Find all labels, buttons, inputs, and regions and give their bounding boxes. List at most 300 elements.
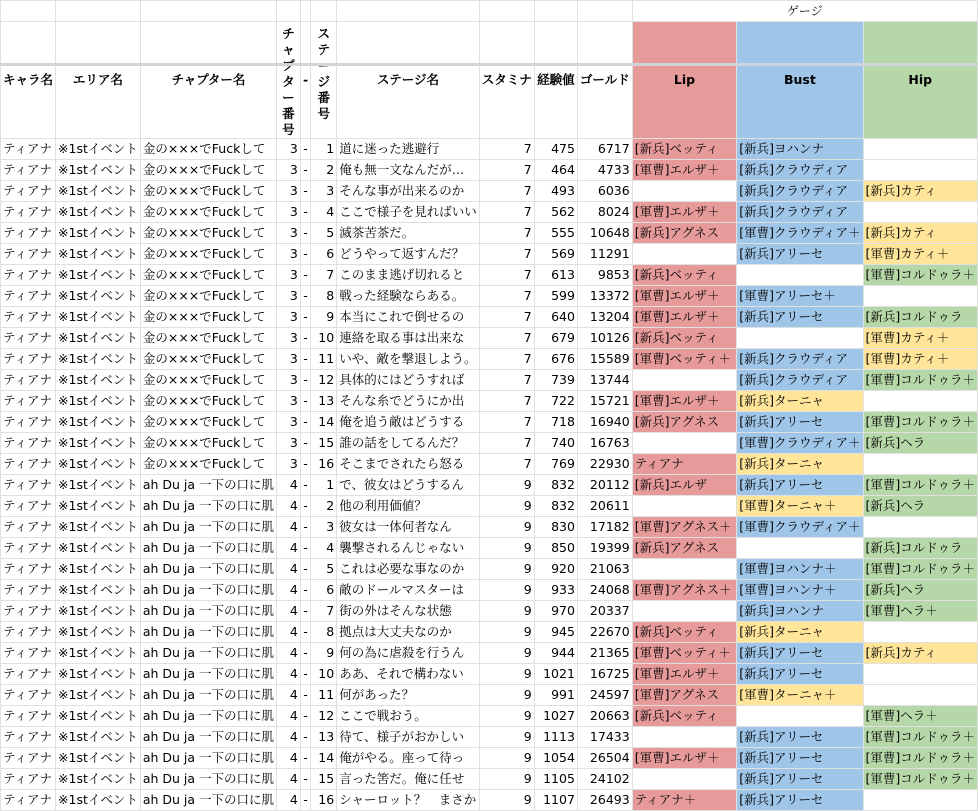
cell-lip[interactable]: [軍曹]アグネス	[632, 685, 737, 706]
cell-exp[interactable]: 920	[534, 559, 577, 580]
cell-stamina[interactable]: 7	[479, 265, 534, 286]
cell-area[interactable]: ※1stイベント	[56, 223, 141, 244]
cell-chapter[interactable]: ah Du ja 一下の口に肌	[140, 769, 276, 790]
cell-area[interactable]: ※1stイベント	[56, 496, 141, 517]
cell-stamina[interactable]: 9	[479, 727, 534, 748]
cell-st_no[interactable]: 12	[311, 706, 337, 727]
cell-exp[interactable]: 1107	[534, 790, 577, 811]
cell-chara[interactable]: ティアナ	[1, 538, 56, 559]
cell-hip[interactable]: [軍曹]コルドゥラ＋	[863, 265, 977, 286]
cell-area[interactable]: ※1stイベント	[56, 748, 141, 769]
cell-exp[interactable]: 830	[534, 517, 577, 538]
cell-ch_no[interactable]: 3	[277, 328, 301, 349]
cell-bust[interactable]: [新兵]ターニャ	[737, 391, 863, 412]
cell-bust[interactable]: [新兵]ターニャ	[737, 454, 863, 475]
cell-chapter[interactable]: 金の×××でFuckして	[140, 349, 276, 370]
cell-st_no[interactable]: 3	[311, 517, 337, 538]
cell-exp[interactable]: 933	[534, 580, 577, 601]
cell-ch_no[interactable]: 4	[277, 706, 301, 727]
cell-area[interactable]: ※1stイベント	[56, 202, 141, 223]
cell-hip[interactable]: [新兵]ヘラ	[863, 433, 977, 454]
cell-chapter[interactable]: ah Du ja 一下の口に肌	[140, 622, 276, 643]
gauge-header[interactable]: ゲージ	[632, 1, 977, 22]
cell-chara[interactable]: ティアナ	[1, 769, 56, 790]
cell-hip[interactable]: [軍曹]カティ＋	[863, 328, 977, 349]
cell-stamina[interactable]: 7	[479, 223, 534, 244]
cell-bust[interactable]: [軍曹]ヨハンナ＋	[737, 580, 863, 601]
cell-stamina[interactable]: 9	[479, 790, 534, 811]
cell-stamina[interactable]: 7	[479, 286, 534, 307]
cell-dash[interactable]: -	[300, 160, 311, 181]
cell-stage[interactable]: そこまでされたら怒る	[337, 454, 480, 475]
cell-dash[interactable]: -	[300, 370, 311, 391]
cell-lip[interactable]: [軍曹]ベッティ＋	[632, 349, 737, 370]
cell-gold[interactable]: 22670	[577, 622, 632, 643]
cell-stage[interactable]: 戦った経験ならある。	[337, 286, 480, 307]
cell-stage[interactable]: ここで戦おう。	[337, 706, 480, 727]
col-header-chapter[interactable]: チャプター名	[140, 22, 276, 139]
cell-exp[interactable]: 1105	[534, 769, 577, 790]
cell-stage[interactable]: 敵のドールマスターは	[337, 580, 480, 601]
cell-hip[interactable]: [軍曹]ヘラ＋	[863, 601, 977, 622]
cell-stamina[interactable]: 9	[479, 685, 534, 706]
cell-chara[interactable]: ティアナ	[1, 643, 56, 664]
cell-chapter[interactable]: 金の×××でFuckして	[140, 433, 276, 454]
cell-dash[interactable]: -	[300, 139, 311, 160]
cell-st_no[interactable]: 8	[311, 286, 337, 307]
cell-chapter[interactable]: ah Du ja 一下の口に肌	[140, 685, 276, 706]
cell-bust[interactable]: [新兵]クラウディア	[737, 202, 863, 223]
cell-area[interactable]: ※1stイベント	[56, 307, 141, 328]
cell-hip[interactable]: [新兵]ヘラ	[863, 496, 977, 517]
cell-stamina[interactable]: 9	[479, 706, 534, 727]
cell-gold[interactable]: 13204	[577, 307, 632, 328]
cell-stamina[interactable]: 9	[479, 601, 534, 622]
col-header-gold[interactable]: ゴールド	[577, 22, 632, 139]
cell-st_no[interactable]: 13	[311, 727, 337, 748]
cell-area[interactable]: ※1stイベント	[56, 328, 141, 349]
cell-hip[interactable]	[863, 454, 977, 475]
cell-bust[interactable]: [新兵]アリーセ	[737, 475, 863, 496]
cell-hip[interactable]	[863, 160, 977, 181]
cell-chapter[interactable]: 金の×××でFuckして	[140, 391, 276, 412]
cell-exp[interactable]: 1054	[534, 748, 577, 769]
cell-exp[interactable]: 740	[534, 433, 577, 454]
cell-bust[interactable]: [新兵]アリーセ	[737, 748, 863, 769]
cell-stamina[interactable]: 9	[479, 622, 534, 643]
cell-chapter[interactable]: 金の×××でFuckして	[140, 202, 276, 223]
cell-hip[interactable]: [軍曹]コルドゥラ＋	[863, 769, 977, 790]
cell-chara[interactable]: ティアナ	[1, 391, 56, 412]
cell-bust[interactable]	[737, 328, 863, 349]
cell-chara[interactable]: ティアナ	[1, 286, 56, 307]
cell-chara[interactable]: ティアナ	[1, 328, 56, 349]
cell-hip[interactable]: [軍曹]カティ＋	[863, 244, 977, 265]
cell-st_no[interactable]: 12	[311, 370, 337, 391]
cell-gold[interactable]: 24068	[577, 580, 632, 601]
cell-dash[interactable]: -	[300, 580, 311, 601]
cell-gold[interactable]: 20112	[577, 475, 632, 496]
cell-dash[interactable]: -	[300, 202, 311, 223]
cell-chara[interactable]: ティアナ	[1, 748, 56, 769]
cell-gold[interactable]: 26493	[577, 790, 632, 811]
cell-ch_no[interactable]: 4	[277, 685, 301, 706]
cell-chara[interactable]: ティアナ	[1, 475, 56, 496]
cell-hip[interactable]: [新兵]コルドゥラ	[863, 538, 977, 559]
cell-ch_no[interactable]: 4	[277, 475, 301, 496]
cell-chapter[interactable]: ah Du ja 一下の口に肌	[140, 517, 276, 538]
cell-gold[interactable]: 21365	[577, 643, 632, 664]
cell-chara[interactable]: ティアナ	[1, 601, 56, 622]
cell-lip[interactable]: [新兵]アグネス	[632, 223, 737, 244]
cell-st_no[interactable]: 2	[311, 160, 337, 181]
cell-lip[interactable]: [軍曹]エルザ＋	[632, 307, 737, 328]
cell-st_no[interactable]: 15	[311, 769, 337, 790]
cell-stage[interactable]: いや、敵を撃退しよう。	[337, 349, 480, 370]
cell-gold[interactable]: 15721	[577, 391, 632, 412]
cell-stamina[interactable]: 9	[479, 664, 534, 685]
cell-stage[interactable]: ああ、それで構わない	[337, 664, 480, 685]
cell-dash[interactable]: -	[300, 517, 311, 538]
cell-area[interactable]: ※1stイベント	[56, 160, 141, 181]
cell-ch_no[interactable]: 4	[277, 538, 301, 559]
cell-dash[interactable]: -	[300, 769, 311, 790]
cell-bust[interactable]: [新兵]アリーセ	[737, 412, 863, 433]
cell-stamina[interactable]: 7	[479, 202, 534, 223]
cell-chara[interactable]: ティアナ	[1, 706, 56, 727]
cell-exp[interactable]: 613	[534, 265, 577, 286]
cell-stage[interactable]: そんな事が出来るのか	[337, 181, 480, 202]
cell-chapter[interactable]: ah Du ja 一下の口に肌	[140, 580, 276, 601]
cell-area[interactable]: ※1stイベント	[56, 181, 141, 202]
cell-chara[interactable]: ティアナ	[1, 307, 56, 328]
cell-exp[interactable]: 464	[534, 160, 577, 181]
cell-bust[interactable]: [新兵]クラウディア	[737, 370, 863, 391]
cell-lip[interactable]: [新兵]ベッティ	[632, 622, 737, 643]
cell-area[interactable]: ※1stイベント	[56, 538, 141, 559]
cell-lip[interactable]	[632, 601, 737, 622]
cell-chara[interactable]: ティアナ	[1, 160, 56, 181]
cell-st_no[interactable]: 1	[311, 475, 337, 496]
cell-ch_no[interactable]: 3	[277, 139, 301, 160]
cell-exp[interactable]: 599	[534, 286, 577, 307]
cell-dash[interactable]: -	[300, 601, 311, 622]
cell-stamina[interactable]: 7	[479, 391, 534, 412]
cell-st_no[interactable]: 2	[311, 496, 337, 517]
cell-lip[interactable]: [軍曹]エルザ＋	[632, 160, 737, 181]
cell-chapter[interactable]: 金の×××でFuckして	[140, 412, 276, 433]
cell-area[interactable]: ※1stイベント	[56, 370, 141, 391]
cell-bust[interactable]: [新兵]アリーセ	[737, 244, 863, 265]
cell-hip[interactable]: [軍曹]コルドゥラ＋	[863, 727, 977, 748]
cell-bust[interactable]: [軍曹]クラウディア＋	[737, 223, 863, 244]
cell-area[interactable]: ※1stイベント	[56, 391, 141, 412]
cell-chara[interactable]: ティアナ	[1, 370, 56, 391]
cell-stamina[interactable]: 7	[479, 307, 534, 328]
col-header-lip[interactable]: Lip	[632, 22, 737, 139]
cell-gold[interactable]: 9853	[577, 265, 632, 286]
cell-dash[interactable]: -	[300, 643, 311, 664]
cell-ch_no[interactable]: 3	[277, 349, 301, 370]
cell-ch_no[interactable]: 3	[277, 370, 301, 391]
cell-area[interactable]: ※1stイベント	[56, 601, 141, 622]
cell-dash[interactable]: -	[300, 748, 311, 769]
cell-ch_no[interactable]: 3	[277, 181, 301, 202]
cell-chara[interactable]: ティアナ	[1, 517, 56, 538]
cell-st_no[interactable]: 15	[311, 433, 337, 454]
cell-gold[interactable]: 10648	[577, 223, 632, 244]
cell-area[interactable]: ※1stイベント	[56, 685, 141, 706]
cell-stage[interactable]: 滅茶苦茶だ。	[337, 223, 480, 244]
cell-lip[interactable]: [新兵]アグネス	[632, 412, 737, 433]
cell-hip[interactable]	[863, 622, 977, 643]
cell-chapter[interactable]: 金の×××でFuckして	[140, 139, 276, 160]
cell-area[interactable]: ※1stイベント	[56, 559, 141, 580]
cell-gold[interactable]: 6717	[577, 139, 632, 160]
cell-stage[interactable]: 待て、様子がおかしい	[337, 727, 480, 748]
cell-exp[interactable]: 1113	[534, 727, 577, 748]
cell-chapter[interactable]: ah Du ja 一下の口に肌	[140, 664, 276, 685]
cell-dash[interactable]: -	[300, 454, 311, 475]
cell-st_no[interactable]: 9	[311, 307, 337, 328]
cell-stamina[interactable]: 7	[479, 349, 534, 370]
cell-chapter[interactable]: 金の×××でFuckして	[140, 160, 276, 181]
cell-chapter[interactable]: ah Du ja 一下の口に肌	[140, 496, 276, 517]
cell-st_no[interactable]: 9	[311, 643, 337, 664]
cell-stage[interactable]: で、彼女はどうするん	[337, 475, 480, 496]
cell-hip[interactable]	[863, 664, 977, 685]
cell-st_no[interactable]: 11	[311, 349, 337, 370]
cell-gold[interactable]: 20611	[577, 496, 632, 517]
cell-chapter[interactable]: ah Du ja 一下の口に肌	[140, 790, 276, 811]
cell-chapter[interactable]: ah Du ja 一下の口に肌	[140, 559, 276, 580]
cell-dash[interactable]: -	[300, 496, 311, 517]
cell-gold[interactable]: 13372	[577, 286, 632, 307]
cell-chapter[interactable]: ah Du ja 一下の口に肌	[140, 643, 276, 664]
cell-exp[interactable]: 832	[534, 475, 577, 496]
cell-bust[interactable]: [新兵]クラウディア	[737, 181, 863, 202]
cell-chara[interactable]: ティアナ	[1, 685, 56, 706]
cell-stage[interactable]: 何があった？	[337, 685, 480, 706]
cell-st_no[interactable]: 16	[311, 454, 337, 475]
cell-dash[interactable]: -	[300, 790, 311, 811]
cell-st_no[interactable]: 5	[311, 559, 337, 580]
cell-stage[interactable]: このまま逃げ切れると	[337, 265, 480, 286]
cell-st_no[interactable]: 10	[311, 664, 337, 685]
cell-bust[interactable]: [新兵]ヨハンナ	[737, 139, 863, 160]
cell-stamina[interactable]: 7	[479, 412, 534, 433]
cell-stamina[interactable]: 9	[479, 769, 534, 790]
cell-stamina[interactable]: 9	[479, 475, 534, 496]
cell-ch_no[interactable]: 3	[277, 412, 301, 433]
cell-lip[interactable]	[632, 559, 737, 580]
cell-st_no[interactable]: 16	[311, 790, 337, 811]
cell-hip[interactable]: [軍曹]コルドゥラ＋	[863, 559, 977, 580]
cell-exp[interactable]: 718	[534, 412, 577, 433]
cell-area[interactable]: ※1stイベント	[56, 727, 141, 748]
cell-chapter[interactable]: 金の×××でFuckして	[140, 454, 276, 475]
cell-exp[interactable]: 475	[534, 139, 577, 160]
cell-area[interactable]: ※1stイベント	[56, 643, 141, 664]
cell-gold[interactable]: 24597	[577, 685, 632, 706]
cell-lip[interactable]	[632, 769, 737, 790]
cell-stamina[interactable]: 7	[479, 370, 534, 391]
cell-ch_no[interactable]: 3	[277, 160, 301, 181]
cell-ch_no[interactable]: 4	[277, 790, 301, 811]
cell-chapter[interactable]: ah Du ja 一下の口に肌	[140, 475, 276, 496]
cell-ch_no[interactable]: 4	[277, 496, 301, 517]
cell-chapter[interactable]: ah Du ja 一下の口に肌	[140, 727, 276, 748]
cell-gold[interactable]: 15589	[577, 349, 632, 370]
cell-lip[interactable]: [軍曹]アグネス＋	[632, 580, 737, 601]
cell-gold[interactable]: 22930	[577, 454, 632, 475]
cell-bust[interactable]	[737, 538, 863, 559]
cell-dash[interactable]: -	[300, 706, 311, 727]
cell-chara[interactable]: ティアナ	[1, 202, 56, 223]
cell-chara[interactable]: ティアナ	[1, 790, 56, 811]
cell-area[interactable]: ※1stイベント	[56, 244, 141, 265]
cell-dash[interactable]: -	[300, 223, 311, 244]
cell-ch_no[interactable]: 4	[277, 727, 301, 748]
cell-dash[interactable]: -	[300, 685, 311, 706]
cell-exp[interactable]: 944	[534, 643, 577, 664]
cell-chara[interactable]: ティアナ	[1, 223, 56, 244]
cell-chapter[interactable]: ah Du ja 一下の口に肌	[140, 748, 276, 769]
cell-chara[interactable]: ティアナ	[1, 433, 56, 454]
cell-chara[interactable]: ティアナ	[1, 412, 56, 433]
cell-st_no[interactable]: 7	[311, 601, 337, 622]
cell-ch_no[interactable]: 4	[277, 580, 301, 601]
cell-gold[interactable]: 11291	[577, 244, 632, 265]
cell-exp[interactable]: 945	[534, 622, 577, 643]
cell-stage[interactable]: 道に迷った逃避行	[337, 139, 480, 160]
cell-hip[interactable]: [軍曹]コルドゥラ＋	[863, 748, 977, 769]
cell-area[interactable]: ※1stイベント	[56, 349, 141, 370]
cell-lip[interactable]: [新兵]ベッティ	[632, 706, 737, 727]
cell-stamina[interactable]: 9	[479, 517, 534, 538]
cell-ch_no[interactable]: 4	[277, 664, 301, 685]
cell-st_no[interactable]: 13	[311, 391, 337, 412]
cell-stage[interactable]: 何の為に虐殺を行うん	[337, 643, 480, 664]
cell-area[interactable]: ※1stイベント	[56, 706, 141, 727]
cell-st_no[interactable]: 6	[311, 244, 337, 265]
cell-gold[interactable]: 24102	[577, 769, 632, 790]
cell-area[interactable]: ※1stイベント	[56, 139, 141, 160]
cell-bust[interactable]: [軍曹]アリーセ＋	[737, 286, 863, 307]
cell-stamina[interactable]: 9	[479, 643, 534, 664]
cell-area[interactable]: ※1stイベント	[56, 475, 141, 496]
cell-stage[interactable]: シャーロット？ まさか	[337, 790, 480, 811]
cell-gold[interactable]: 19399	[577, 538, 632, 559]
cell-exp[interactable]: 991	[534, 685, 577, 706]
cell-bust[interactable]: [軍曹]ターニャ＋	[737, 496, 863, 517]
cell-chapter[interactable]: 金の×××でFuckして	[140, 223, 276, 244]
cell-st_no[interactable]: 3	[311, 181, 337, 202]
cell-stage[interactable]: 連絡を取る事は出来な	[337, 328, 480, 349]
cell-lip[interactable]: [軍曹]アグネス＋	[632, 517, 737, 538]
cell-stage[interactable]: どうやって返すんだ？	[337, 244, 480, 265]
cell-gold[interactable]: 13744	[577, 370, 632, 391]
cell-chapter[interactable]: 金の×××でFuckして	[140, 265, 276, 286]
cell-stamina[interactable]: 7	[479, 139, 534, 160]
cell-ch_no[interactable]: 3	[277, 265, 301, 286]
cell-lip[interactable]: [軍曹]エルザ＋	[632, 202, 737, 223]
cell-dash[interactable]: -	[300, 433, 311, 454]
cell-gold[interactable]: 16763	[577, 433, 632, 454]
cell-lip[interactable]: [新兵]アグネス	[632, 538, 737, 559]
cell-area[interactable]: ※1stイベント	[56, 412, 141, 433]
cell-st_no[interactable]: 4	[311, 538, 337, 559]
cell-st_no[interactable]: 8	[311, 622, 337, 643]
cell-dash[interactable]: -	[300, 412, 311, 433]
cell-area[interactable]: ※1stイベント	[56, 580, 141, 601]
cell-stamina[interactable]: 7	[479, 160, 534, 181]
cell-lip[interactable]	[632, 181, 737, 202]
cell-lip[interactable]	[632, 433, 737, 454]
cell-dash[interactable]: -	[300, 349, 311, 370]
cell-stage[interactable]: ここで様子を見ればいい	[337, 202, 480, 223]
cell-hip[interactable]: [軍曹]ヘラ＋	[863, 706, 977, 727]
cell-stage[interactable]: 俺も無一文なんだが…	[337, 160, 480, 181]
cell-stage[interactable]: 街の外はそんな状態	[337, 601, 480, 622]
col-header-stage[interactable]: ステージ名	[337, 22, 480, 139]
cell-lip[interactable]: [新兵]ベッティ	[632, 328, 737, 349]
cell-gold[interactable]: 8024	[577, 202, 632, 223]
cell-hip[interactable]: [新兵]カティ	[863, 223, 977, 244]
cell-lip[interactable]: [軍曹]エルザ＋	[632, 286, 737, 307]
cell-dash[interactable]: -	[300, 622, 311, 643]
cell-bust[interactable]: [新兵]ヨハンナ	[737, 601, 863, 622]
cell-ch_no[interactable]: 4	[277, 601, 301, 622]
cell-chara[interactable]: ティアナ	[1, 727, 56, 748]
col-header-exp[interactable]: 経験値	[534, 22, 577, 139]
cell-hip[interactable]: [軍曹]コルドゥラ＋	[863, 370, 977, 391]
cell-exp[interactable]: 679	[534, 328, 577, 349]
cell-chapter[interactable]: ah Du ja 一下の口に肌	[140, 706, 276, 727]
cell-dash[interactable]: -	[300, 265, 311, 286]
cell-chapter[interactable]: 金の×××でFuckして	[140, 370, 276, 391]
cell-chara[interactable]: ティアナ	[1, 454, 56, 475]
cell-stamina[interactable]: 7	[479, 244, 534, 265]
cell-area[interactable]: ※1stイベント	[56, 433, 141, 454]
cell-stamina[interactable]: 7	[479, 328, 534, 349]
cell-gold[interactable]: 21063	[577, 559, 632, 580]
cell-ch_no[interactable]: 4	[277, 769, 301, 790]
cell-chara[interactable]: ティアナ	[1, 244, 56, 265]
cell-lip[interactable]: ティアナ＋	[632, 790, 737, 811]
cell-exp[interactable]: 640	[534, 307, 577, 328]
cell-hip[interactable]	[863, 202, 977, 223]
cell-stage[interactable]: 誰の話をしてるんだ？	[337, 433, 480, 454]
cell-area[interactable]: ※1stイベント	[56, 790, 141, 811]
cell-hip[interactable]	[863, 517, 977, 538]
cell-stage[interactable]: 彼女は一体何者なん	[337, 517, 480, 538]
cell-stage[interactable]: 襲撃されるんじゃない	[337, 538, 480, 559]
cell-exp[interactable]: 970	[534, 601, 577, 622]
cell-lip[interactable]: [新兵]ベッティ	[632, 139, 737, 160]
cell-chapter[interactable]: 金の×××でFuckして	[140, 328, 276, 349]
cell-gold[interactable]: 20337	[577, 601, 632, 622]
cell-lip[interactable]: [軍曹]エルザ＋	[632, 664, 737, 685]
col-header-chapter-no[interactable]	[277, 22, 301, 139]
cell-dash[interactable]: -	[300, 328, 311, 349]
cell-bust[interactable]: [軍曹]クラウディア＋	[737, 433, 863, 454]
cell-bust[interactable]	[737, 706, 863, 727]
cell-stage[interactable]: 具体的にはどうすれば	[337, 370, 480, 391]
cell-lip[interactable]	[632, 727, 737, 748]
cell-ch_no[interactable]: 4	[277, 748, 301, 769]
cell-exp[interactable]: 1027	[534, 706, 577, 727]
